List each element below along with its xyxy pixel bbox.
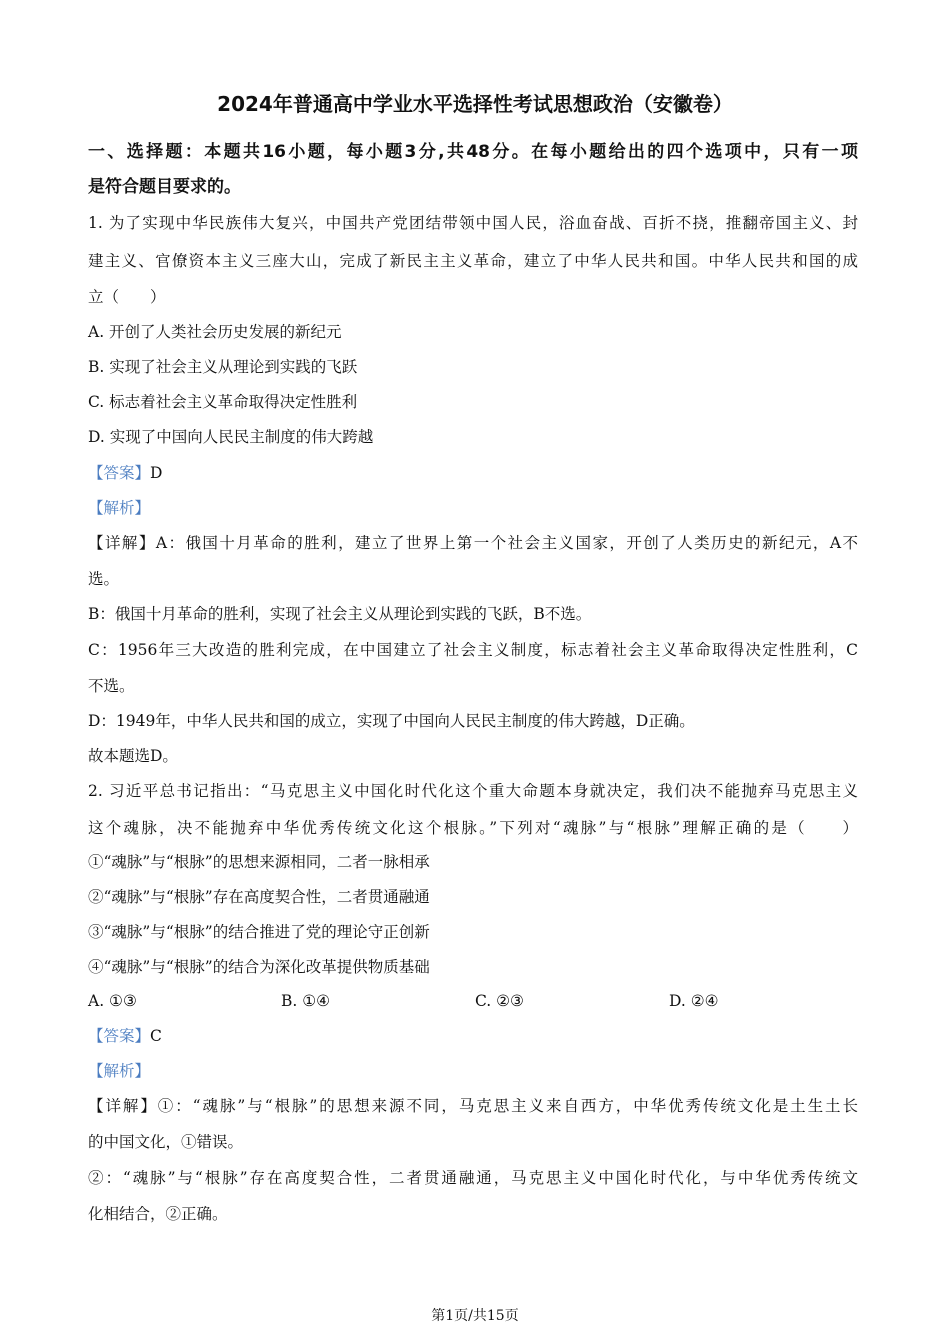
section-heading: 一、选择题：本题共16小题，每小题3分,共48分。在每小题给出的四个选项中，只有一项 (88, 142, 858, 162)
q2-detail: 化相结合，②正确。 (88, 1205, 228, 1223)
q2-stem: 这个魂脉，决不能抛弃中华优秀传统文化这个根脉。”下列对“魂脉”与“根脉”理解正确的是（ ） (88, 819, 858, 837)
document-title: 2024年普通高中学业水平选择性考试思想政治（安徽卷） (217, 92, 733, 116)
q2-detail: 的中国文化，①错误。 (88, 1133, 244, 1151)
analysis-label: 【解析】 (88, 1062, 151, 1080)
q1-detail: 选。 (88, 570, 120, 588)
q2-option-b: B. ①④ (281, 992, 331, 1010)
q1-stem: 1. 为了实现中华民族伟大复兴，中国共产党团结带领中国人民，浴血奋战、百折不挠，推翻帝国主义、封 (88, 214, 858, 232)
q1-detail: 不选。 (88, 677, 135, 695)
q1-option-d: D. 实现了中国向人民民主制度的伟大跨越 (88, 428, 374, 446)
q2-answer (88, 1026, 858, 1046)
q2-detail: ②：“魂脉”与“根脉”存在高度契合性，二者贯通融通，马克思主义中国化时代化，与中华优秀传统文 (88, 1169, 858, 1187)
detail-text: ①：“魂脉”与“根脉”的思想来源不同，马克思主义来自西方，中华优秀传统文化是土生土长 (157, 1097, 858, 1115)
answer-value: D (150, 464, 163, 482)
q1-stem: 立（ ） (88, 288, 166, 306)
detail-label: 【详解】 (88, 1097, 158, 1115)
q1-detail: C：1956年三大改造的胜利完成，在中国建立了社会主义制度，标志着社会主义革命取得决定性胜利，C (88, 641, 858, 659)
answer-value: C (150, 1027, 162, 1045)
analysis-label: 【解析】 (88, 499, 151, 517)
q1-detail (88, 533, 858, 553)
q2-detail (88, 1096, 858, 1116)
q1-answer (88, 463, 858, 483)
q1-option-c: C. 标志着社会主义革命取得决定性胜利 (88, 393, 358, 411)
q2-option-d: D. ②④ (669, 992, 719, 1010)
q2-statement-1: ①“魂脉”与“根脉”的思想来源相同，二者一脉相承 (88, 853, 430, 871)
q1-conclusion: 故本题选D。 (88, 747, 178, 765)
q2-stem: 2. 习近平总书记指出：“马克思主义中国化时代化这个重大命题本身就决定，我们决不能抛弃马克思主义 (88, 782, 858, 800)
q1-option-a: A. 开创了人类社会历史发展的新纪元 (88, 323, 342, 341)
detail-label: 【详解】 (88, 534, 156, 552)
q1-detail: D：1949年，中华人民共和国的成立，实现了中国向人民民主制度的伟大跨越，D正确。 (88, 712, 695, 730)
section-heading-cont: 是符合题目要求的。 (88, 177, 241, 197)
detail-text: A：俄国十月革命的胜利，建立了世界上第一个社会主义国家，开创了人类历史的新纪元，A不 (155, 534, 858, 552)
q2-statement-4: ④“魂脉”与“根脉”的结合为深化改革提供物质基础 (88, 958, 430, 976)
answer-label: 【答案】 (88, 1027, 151, 1045)
q1-stem: 建主义、官僚资本主义三座大山，完成了新民主主义革命，建立了中华人民共和国。中华人民共和国的成 (88, 252, 858, 270)
answer-label: 【答案】 (88, 464, 151, 482)
q1-option-b: B. 实现了社会主义从理论到实践的飞跃 (88, 358, 358, 376)
q2-statement-3: ③“魂脉”与“根脉”的结合推进了党的理论守正创新 (88, 923, 430, 941)
q2-statement-2: ②“魂脉”与“根脉”存在高度契合性，二者贯通融通 (88, 888, 430, 906)
q1-detail: B：俄国十月革命的胜利，实现了社会主义从理论到实践的飞跃，B不选。 (88, 605, 592, 623)
q2-option-a: A. ①③ (88, 992, 137, 1010)
page-footer: 第1页/共15页 (431, 1308, 519, 1324)
q2-option-c: C. ②③ (475, 992, 524, 1010)
